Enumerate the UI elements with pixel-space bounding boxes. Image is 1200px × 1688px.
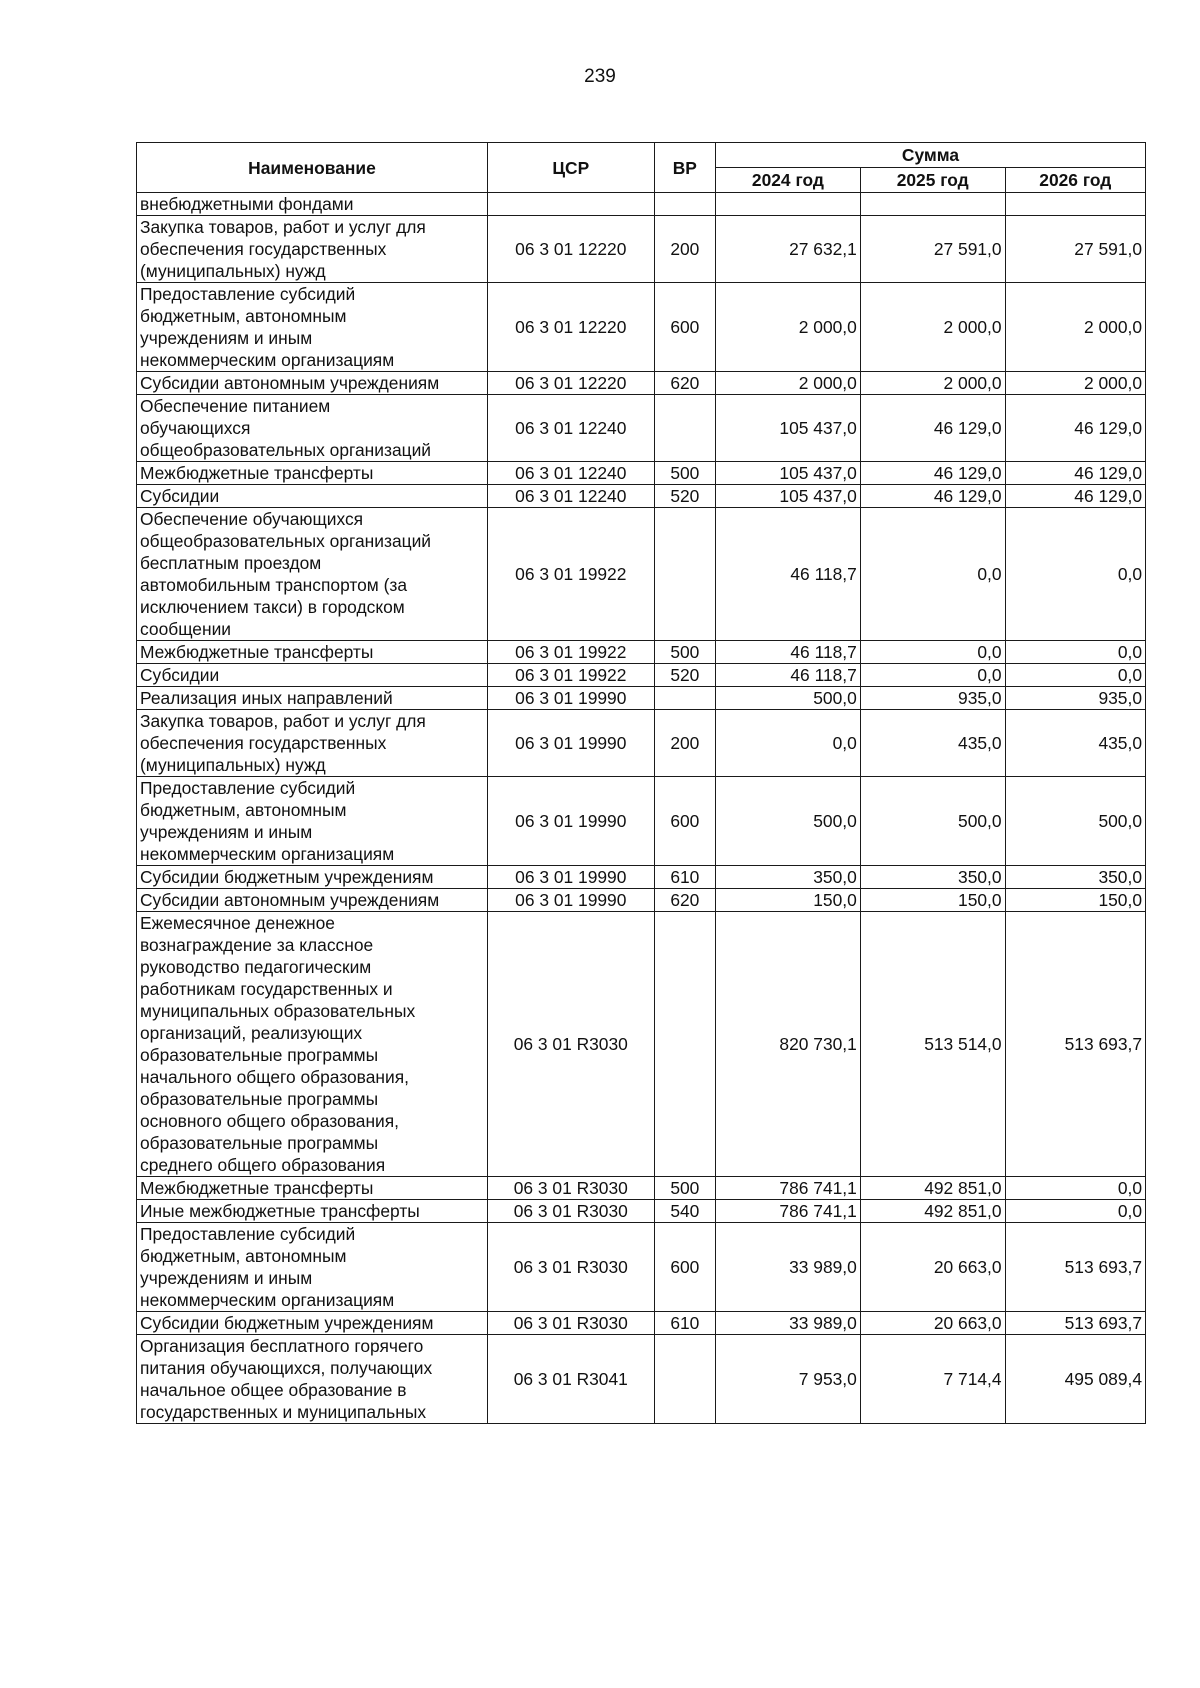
cell-2026: 350,0 <box>1005 866 1145 889</box>
table-row <box>137 462 1146 485</box>
cell-2025: 935,0 <box>860 687 1005 710</box>
cell-2024: 33 989,0 <box>716 1223 861 1312</box>
table-row <box>137 193 1146 216</box>
table-row <box>137 777 1146 866</box>
table-body <box>137 193 1146 1424</box>
cell-csr: 06 3 01 R3041 <box>487 1335 654 1424</box>
cell-2025: 0,0 <box>860 641 1005 664</box>
cell-name: Субсидии <box>137 485 488 508</box>
table-row <box>137 395 1146 462</box>
cell-2025: 435,0 <box>860 710 1005 777</box>
cell-2024: 46 118,7 <box>716 508 861 641</box>
cell-name: Предоставление субсидий бюджетным, автономным учреждениям и иным некоммерческим организациям <box>137 283 488 372</box>
cell-vr: 200 <box>654 216 715 283</box>
cell-vr: 520 <box>654 485 715 508</box>
cell-name: Межбюджетные трансферты <box>137 641 488 664</box>
cell-vr: 200 <box>654 710 715 777</box>
table-row <box>137 1312 1146 1335</box>
cell-vr: 620 <box>654 889 715 912</box>
cell-csr: 06 3 01 12240 <box>487 395 654 462</box>
cell-vr: 520 <box>654 664 715 687</box>
cell-vr <box>654 1335 715 1424</box>
header-sum: Сумма <box>716 143 1146 168</box>
cell-2026: 435,0 <box>1005 710 1145 777</box>
cell-csr: 06 3 01 R3030 <box>487 1177 654 1200</box>
cell-vr <box>654 687 715 710</box>
cell-csr: 06 3 01 19990 <box>487 889 654 912</box>
cell-vr: 540 <box>654 1200 715 1223</box>
cell-2025: 0,0 <box>860 508 1005 641</box>
cell-2024: 105 437,0 <box>716 395 861 462</box>
cell-csr: 06 3 01 12220 <box>487 372 654 395</box>
cell-2024: 786 741,1 <box>716 1200 861 1223</box>
cell-2026: 2 000,0 <box>1005 283 1145 372</box>
cell-vr: 610 <box>654 1312 715 1335</box>
cell-2025 <box>860 193 1005 216</box>
cell-2024: 2 000,0 <box>716 283 861 372</box>
table-row <box>137 372 1146 395</box>
cell-name: Межбюджетные трансферты <box>137 1177 488 1200</box>
cell-vr: 620 <box>654 372 715 395</box>
cell-csr: 06 3 01 R3030 <box>487 1223 654 1312</box>
cell-name: Иные межбюджетные трансферты <box>137 1200 488 1223</box>
cell-name: Организация бесплатного горячего питания обучающихся, получающих начальное общее образование в государственных и муниципальных <box>137 1335 488 1424</box>
cell-csr: 06 3 01 R3030 <box>487 912 654 1177</box>
cell-2026: 27 591,0 <box>1005 216 1145 283</box>
cell-2026: 46 129,0 <box>1005 485 1145 508</box>
cell-2025: 492 851,0 <box>860 1200 1005 1223</box>
page-number: 239 <box>584 66 616 87</box>
cell-2026 <box>1005 193 1145 216</box>
table-row <box>137 1177 1146 1200</box>
table-row <box>137 1223 1146 1312</box>
table-header <box>137 143 1146 193</box>
cell-2024: 2 000,0 <box>716 372 861 395</box>
cell-vr: 610 <box>654 866 715 889</box>
cell-name: Субсидии автономным учреждениям <box>137 372 488 395</box>
cell-2025: 150,0 <box>860 889 1005 912</box>
cell-2025: 500,0 <box>860 777 1005 866</box>
cell-2024: 46 118,7 <box>716 641 861 664</box>
cell-csr: 06 3 01 19922 <box>487 508 654 641</box>
cell-name: Обеспечение обучающихся общеобразовательных организаций бесплатным проездом автомобильным транспортом (за исключением такси) в городском сообщении <box>137 508 488 641</box>
cell-csr: 06 3 01 12240 <box>487 485 654 508</box>
cell-csr: 06 3 01 19990 <box>487 687 654 710</box>
cell-2025: 492 851,0 <box>860 1177 1005 1200</box>
cell-vr: 500 <box>654 1177 715 1200</box>
cell-2024: 820 730,1 <box>716 912 861 1177</box>
cell-csr: 06 3 01 19990 <box>487 710 654 777</box>
cell-2024: 350,0 <box>716 866 861 889</box>
cell-2026: 935,0 <box>1005 687 1145 710</box>
cell-vr <box>654 193 715 216</box>
cell-2024: 27 632,1 <box>716 216 861 283</box>
cell-2025: 27 591,0 <box>860 216 1005 283</box>
header-year-2025: 2025 год <box>860 168 1005 193</box>
cell-csr: 06 3 01 R3030 <box>487 1312 654 1335</box>
table-row <box>137 508 1146 641</box>
cell-name: Ежемесячное денежное вознаграждение за классное руководство педагогическим работникам государственных и муниципальных образовательных организаций, реализующих образовательные программы начального общего образования, образовательные программы основного общего образования, образовательные программы среднего общего образования <box>137 912 488 1177</box>
cell-2024: 500,0 <box>716 687 861 710</box>
table-row <box>137 912 1146 1177</box>
cell-2026: 0,0 <box>1005 641 1145 664</box>
cell-vr <box>654 395 715 462</box>
cell-2024: 7 953,0 <box>716 1335 861 1424</box>
cell-2024: 0,0 <box>716 710 861 777</box>
cell-2025: 20 663,0 <box>860 1312 1005 1335</box>
cell-2024: 150,0 <box>716 889 861 912</box>
header-vr: ВР <box>654 143 715 193</box>
cell-2026: 500,0 <box>1005 777 1145 866</box>
cell-2024 <box>716 193 861 216</box>
budget-table <box>136 142 1146 1424</box>
cell-2026: 2 000,0 <box>1005 372 1145 395</box>
cell-2024: 500,0 <box>716 777 861 866</box>
cell-vr: 500 <box>654 462 715 485</box>
cell-2025: 46 129,0 <box>860 395 1005 462</box>
cell-csr: 06 3 01 12220 <box>487 283 654 372</box>
cell-2024: 105 437,0 <box>716 462 861 485</box>
cell-2025: 2 000,0 <box>860 372 1005 395</box>
cell-csr: 06 3 01 12240 <box>487 462 654 485</box>
cell-2024: 105 437,0 <box>716 485 861 508</box>
cell-name: Субсидии <box>137 664 488 687</box>
cell-2024: 33 989,0 <box>716 1312 861 1335</box>
cell-2025: 2 000,0 <box>860 283 1005 372</box>
cell-csr: 06 3 01 19922 <box>487 664 654 687</box>
header-year-2026: 2026 год <box>1005 168 1145 193</box>
cell-2026: 46 129,0 <box>1005 395 1145 462</box>
cell-2026: 513 693,7 <box>1005 1312 1145 1335</box>
header-name: Наименование <box>137 143 488 193</box>
cell-vr: 600 <box>654 1223 715 1312</box>
cell-2025: 7 714,4 <box>860 1335 1005 1424</box>
table-row <box>137 687 1146 710</box>
cell-name: Субсидии бюджетным учреждениям <box>137 866 488 889</box>
cell-2025: 350,0 <box>860 866 1005 889</box>
cell-csr <box>487 193 654 216</box>
cell-name: Реализация иных направлений <box>137 687 488 710</box>
cell-2025: 20 663,0 <box>860 1223 1005 1312</box>
cell-name: Закупка товаров, работ и услуг для обеспечения государственных (муниципальных) нужд <box>137 710 488 777</box>
cell-2026: 150,0 <box>1005 889 1145 912</box>
cell-2024: 786 741,1 <box>716 1177 861 1200</box>
cell-2026: 46 129,0 <box>1005 462 1145 485</box>
cell-2026: 0,0 <box>1005 1177 1145 1200</box>
cell-name: Предоставление субсидий бюджетным, автономным учреждениям и иным некоммерческим организациям <box>137 777 488 866</box>
cell-csr: 06 3 01 19922 <box>487 641 654 664</box>
cell-csr: 06 3 01 R3030 <box>487 1200 654 1223</box>
table-row <box>137 1200 1146 1223</box>
table-row <box>137 889 1146 912</box>
cell-csr: 06 3 01 19990 <box>487 866 654 889</box>
cell-vr: 600 <box>654 777 715 866</box>
cell-2026: 513 693,7 <box>1005 912 1145 1177</box>
cell-vr <box>654 912 715 1177</box>
table-row <box>137 664 1146 687</box>
cell-name: внебюджетными фондами <box>137 193 488 216</box>
cell-2026: 495 089,4 <box>1005 1335 1145 1424</box>
cell-2024: 46 118,7 <box>716 664 861 687</box>
cell-vr <box>654 508 715 641</box>
cell-csr: 06 3 01 12220 <box>487 216 654 283</box>
cell-name: Межбюджетные трансферты <box>137 462 488 485</box>
table-row <box>137 866 1146 889</box>
table-row <box>137 641 1146 664</box>
cell-2026: 513 693,7 <box>1005 1223 1145 1312</box>
cell-csr: 06 3 01 19990 <box>487 777 654 866</box>
cell-2026: 0,0 <box>1005 664 1145 687</box>
table-row <box>137 283 1146 372</box>
table-row <box>137 216 1146 283</box>
cell-2025: 0,0 <box>860 664 1005 687</box>
header-csr: ЦСР <box>487 143 654 193</box>
cell-name: Субсидии автономным учреждениям <box>137 889 488 912</box>
header-row-top <box>137 143 1146 168</box>
header-year-2024: 2024 год <box>716 168 861 193</box>
table-row <box>137 1335 1146 1424</box>
cell-name: Субсидии бюджетным учреждениям <box>137 1312 488 1335</box>
cell-name: Обеспечение питанием обучающихся общеобразовательных организаций <box>137 395 488 462</box>
table-row <box>137 710 1146 777</box>
cell-2026: 0,0 <box>1005 1200 1145 1223</box>
cell-2025: 513 514,0 <box>860 912 1005 1177</box>
table-row <box>137 485 1146 508</box>
cell-2026: 0,0 <box>1005 508 1145 641</box>
cell-name: Закупка товаров, работ и услуг для обеспечения государственных (муниципальных) нужд <box>137 216 488 283</box>
cell-2025: 46 129,0 <box>860 462 1005 485</box>
cell-vr: 600 <box>654 283 715 372</box>
cell-2025: 46 129,0 <box>860 485 1005 508</box>
cell-name: Предоставление субсидий бюджетным, автономным учреждениям и иным некоммерческим организациям <box>137 1223 488 1312</box>
cell-vr: 500 <box>654 641 715 664</box>
